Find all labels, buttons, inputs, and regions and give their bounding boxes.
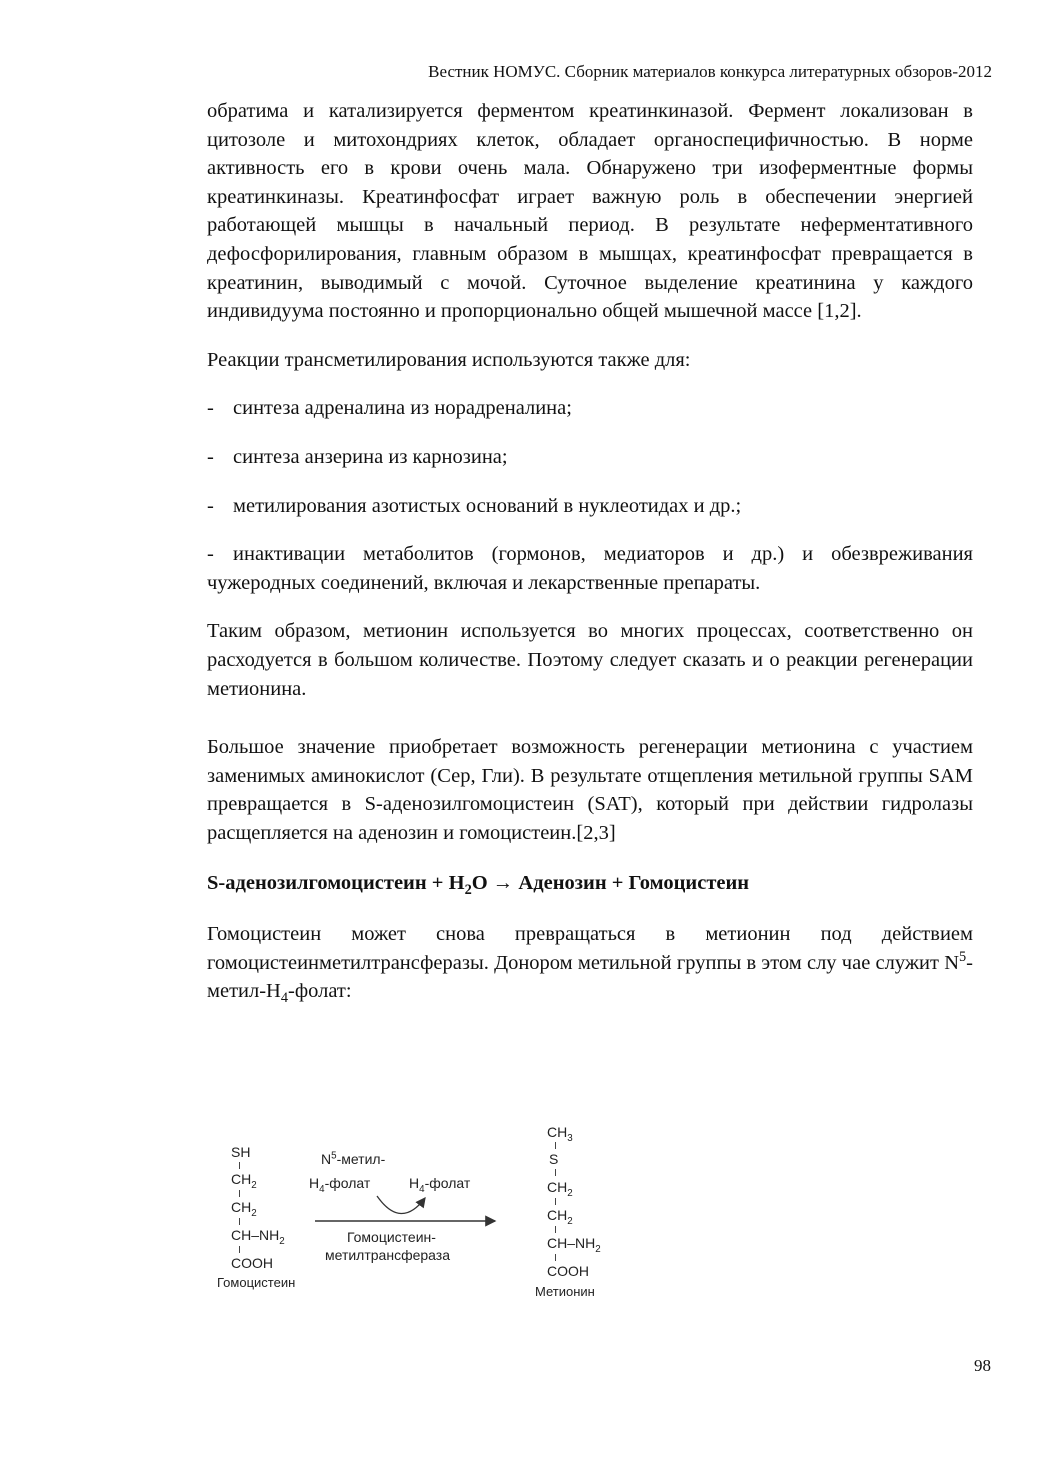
left-ch2-b: $CH_2$ bbox=[231, 1199, 257, 1219]
reaction-scheme bbox=[205, 1118, 635, 1333]
list-item: - инактивации метаболитов (гормонов, медиаторов и др.) и обезвреживания чужеродных соединений, включая и лекарственные препараты. bbox=[207, 540, 973, 597]
paragraph-homocysteine: Гомоцистеин может снова превращаться в метионин под действием гомоцистеинметилтрансферазы. Донором метильной группы в этом слу чае служит $N^5-метил-H_4$-фолат: bbox=[207, 923, 973, 1007]
enzyme-line-1: Гомоцистеин- bbox=[347, 1229, 436, 1245]
left-ch-nh2: $CH-NH_2$ bbox=[231, 1227, 285, 1247]
left-cooh: COOH bbox=[231, 1255, 273, 1271]
running-header: Вестник НОМУС. Сборник материалов конкурса литературных обзоров-2012 bbox=[428, 62, 992, 81]
paragraph-regeneration: Большое значение приобретает возможность регенерации метионина с участием заменимых аминокислот (Сер, Гли). В результате отщепления метильной группы SAM превращается в S-аденозилгомоцистеин (SAT), который при действии гидролазы расщепляется на аденозин и гомоцистеин.[2,3] bbox=[207, 736, 973, 844]
left-ch2-a: $CH_2$ bbox=[231, 1171, 257, 1191]
methionine-label: Метионин bbox=[535, 1284, 595, 1299]
list-item: - метилирования азотистых оснований в нуклеотидах и др.; bbox=[207, 492, 973, 521]
product-label: $H_4$-фолат bbox=[409, 1175, 471, 1195]
paragraph-creatine: обратима и катализируется ферментом креатинкиназой. Фермент локализован в цитозоле и митохондриях клеток, обладает органоспецифичностью. В норме активность его в крови очень мала. Обнаружено три изоферментные формы креатинкиназы. Креатинфосфат играет важную роль в обеспечении энергией работающей мышцы в начальный период. В результате неферментативного дефосфорилирования, главным образом в мышцах, креатинфосфат превращается в креатинин, выводимый с мочой. Суточное выделение креатинина у каждого индивидуума постоянно и пропорционально общей мышечной массе [1,2]. bbox=[207, 100, 973, 323]
list-dash: - bbox=[207, 494, 214, 517]
right-ch2-b: $CH_2$ bbox=[547, 1207, 573, 1227]
donor-line-1: $N^5-метил-$ bbox=[321, 1150, 386, 1167]
right-s: S bbox=[549, 1151, 559, 1167]
right-ch3: $CH_3$ bbox=[547, 1124, 573, 1144]
list-item: - синтеза анзерина из карнозина; bbox=[207, 443, 973, 472]
list-dash: - bbox=[207, 397, 214, 420]
reaction-equation: S-аденозилгомоцистеин + $H_2O$ → Аденозин + Гомоцистеин bbox=[207, 872, 750, 899]
right-cooh: COOH bbox=[547, 1263, 589, 1279]
left-sh: SH bbox=[231, 1144, 251, 1160]
right-ch2-a: $CH_2$ bbox=[547, 1179, 573, 1199]
homocysteine-label: Гомоцистеин bbox=[217, 1275, 296, 1290]
donor-line-2: $H_4$-фолат bbox=[309, 1175, 371, 1195]
paragraph-transmethylation: Реакции трансметилирования используются также для: bbox=[207, 348, 691, 371]
right-ch-nh2: $CH-NH_2$ bbox=[547, 1235, 601, 1255]
paragraph-methionine-usage: Таким образом, метионин используется во многих процессах, соответственно он расходуется в большом количестве. Поэтому следует сказать и о реакции регенерации метионина. bbox=[207, 620, 973, 700]
page-number: 98 bbox=[974, 1356, 991, 1375]
enzyme-line-2: метилтрансфераза bbox=[325, 1247, 450, 1263]
list-dash: - bbox=[207, 445, 214, 468]
list-dash: - bbox=[207, 543, 214, 566]
page-body bbox=[207, 97, 973, 1006]
list-item: - синтеза адреналина из норадреналина; bbox=[207, 394, 973, 423]
